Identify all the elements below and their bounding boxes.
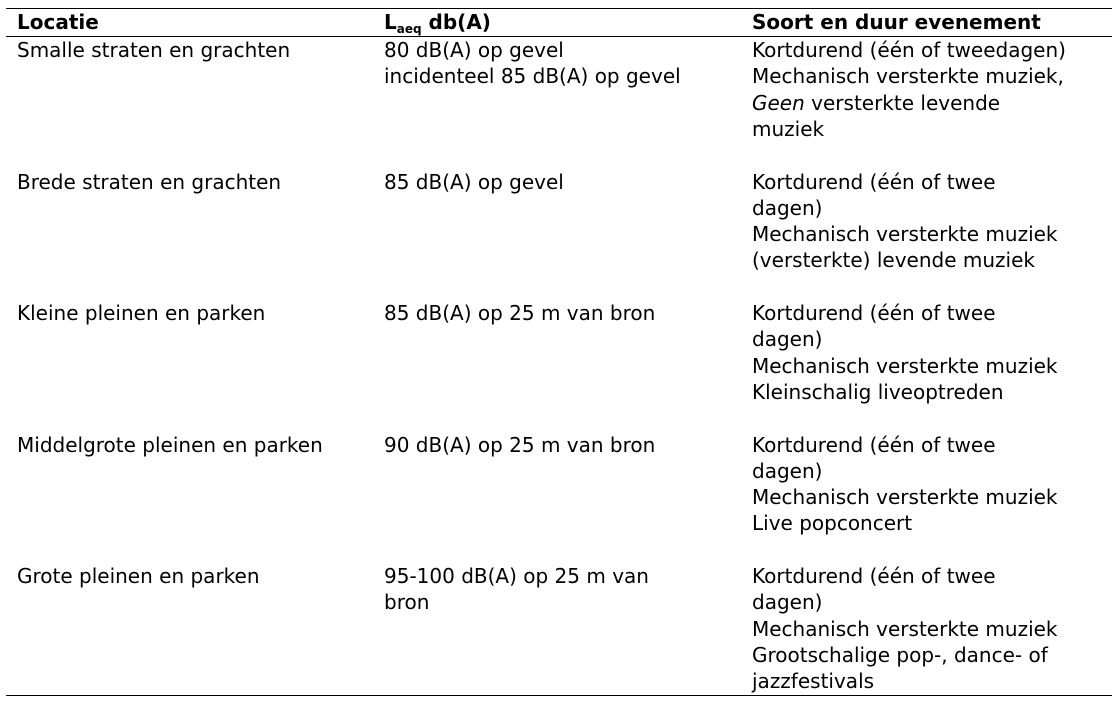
level-line: 95-100 dB(A) op 25 m van	[384, 564, 649, 588]
event-line: Kortdurend (één of tweedagen)	[752, 38, 1066, 62]
event-line: Kortdurend (één of twee	[752, 169, 996, 194]
header-event-type: Soort en duur evenement	[741, 9, 1112, 37]
header-sound-level	[373, 9, 741, 37]
event-line: muziek	[752, 116, 825, 141]
header-level-symbol: L	[384, 10, 397, 34]
header-location: Locatie	[6, 9, 373, 37]
location-text: Kleine pleinen en parken	[17, 301, 266, 325]
table-row	[6, 432, 1112, 564]
level-line: 80 dB(A) op gevel	[384, 38, 564, 62]
event-line: Kortdurend (één of twee	[752, 301, 996, 325]
location-text: Middelgrote pleinen en parken	[17, 432, 323, 457]
event-cell	[741, 563, 1112, 695]
event-line: dagen)	[752, 327, 823, 352]
location-text: Smalle straten en grachten	[17, 38, 291, 62]
event-line: jazzfestivals	[752, 669, 875, 694]
event-line-rest: versterkte levende	[804, 90, 1001, 115]
level-line: 85 dB(A) op gevel	[384, 169, 564, 194]
event-emphasis: Geen	[752, 90, 805, 115]
event-line: Grootschalige pop-, dance- of	[752, 642, 1048, 667]
event-line: Kortdurend (één of twee	[752, 432, 996, 457]
location-text: Grote pleinen en parken	[17, 564, 260, 588]
event-line: Mechanisch versterkte muziek,	[752, 64, 1064, 89]
table-row	[6, 300, 1112, 432]
location-text: Brede straten en grachten	[17, 169, 282, 194]
level-cell	[373, 37, 741, 169]
level-line: incidenteel 85 dB(A) op gevel	[384, 64, 681, 89]
level-cell	[373, 169, 741, 301]
event-line: Kortdurend (één of twee	[752, 564, 996, 588]
event-line: Live popconcert	[752, 511, 913, 536]
location-cell	[6, 432, 373, 564]
table-row	[6, 37, 1112, 169]
event-line: dagen)	[752, 195, 823, 220]
level-cell	[373, 300, 741, 432]
level-cell	[373, 563, 741, 695]
level-cell	[373, 432, 741, 564]
event-line: Mechanisch versterkte muziek	[752, 616, 1058, 641]
level-line: 90 dB(A) op 25 m van bron	[384, 432, 656, 457]
level-line: bron	[384, 590, 430, 615]
table-row	[6, 563, 1112, 695]
event-cell	[741, 300, 1112, 432]
event-line: Mechanisch versterkte muziek	[752, 485, 1058, 510]
location-cell	[6, 169, 373, 301]
header-level-subscript: aeq	[396, 22, 422, 36]
level-line: 85 dB(A) op 25 m van bron	[384, 301, 656, 325]
event-line: Kleinschalig liveoptreden	[752, 379, 1004, 404]
header-level-unit: db(A)	[421, 10, 491, 34]
event-cell	[741, 432, 1112, 564]
location-cell	[6, 563, 373, 695]
event-line: Mechanisch versterkte muziek	[752, 353, 1058, 378]
event-line: dagen)	[752, 590, 823, 615]
event-line: Mechanisch versterkte muziek	[752, 222, 1058, 247]
event-line: dagen)	[752, 458, 823, 483]
table-row	[6, 169, 1112, 301]
location-cell	[6, 37, 373, 169]
event-line	[752, 90, 1112, 116]
event-cell	[741, 169, 1112, 301]
location-cell	[6, 300, 373, 432]
event-line: (versterkte) levende muziek	[752, 248, 1035, 273]
event-noise-table	[6, 8, 1112, 696]
event-cell	[741, 37, 1112, 169]
table-header-row	[6, 9, 1112, 37]
